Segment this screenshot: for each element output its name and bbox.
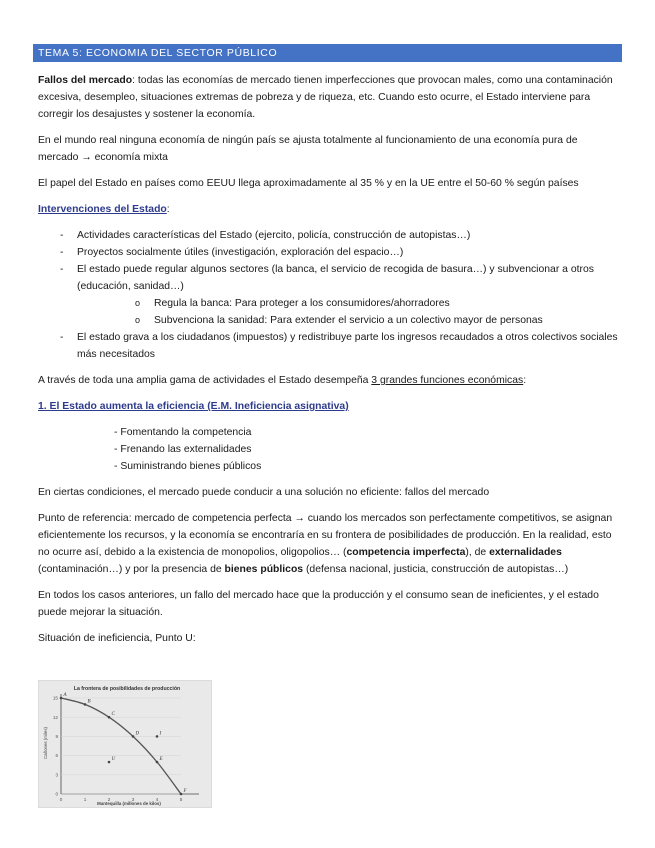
off-frontier-point-label: I [159,731,162,737]
link-interventions[interactable]: Intervenciones del Estado [38,204,167,215]
paragraph-market-failure-effects: En todos los casos anteriores, un fallo del mercado hace que la producción y el consumo sean de ineficientes, y el estado puede mejorar la situación. [38,590,599,618]
x-tick-label: 3 [131,797,135,802]
frontier-point [60,697,63,700]
para5-text-1: Punto de referencia: mercado de competencia perfecta → cuando los mercados son perfectamente competitivos, se asignan eficientemente los recursos, y la economía se encontraría en su frontera de posibilidades de producción. En la realidad, esto no ocurre así, debido a la existencia de monopolios, oligopolios… ( [38,513,613,558]
y-tick-label: 6 [55,753,58,759]
term-externalities: externalidades [489,547,562,558]
para5-text-3: (contaminación…) y por la presencia de [38,564,225,575]
paragraph-functions [38,372,618,389]
list-item: - Frenando las externalidades [114,444,252,455]
paragraph-state-role: El papel del Estado en países como EEUU llega aproximadamente al 35 % y en la UE entre el 50-60 % según países [38,178,579,189]
para5-text-4: (defensa nacional, justicia, construcción de autopistas…) [303,564,569,575]
x-tick-label: 5 [179,797,183,802]
paragraph-market-failures [38,72,618,123]
x-tick-label: 0 [59,797,63,802]
grid [61,698,181,794]
interventions-sublist [77,295,618,329]
y-tick-label: 9 [55,734,58,739]
list-item-text: El estado puede regular algunos sectores (la banca, el servicio de recogida de basura…) y subvencionar a otros (educación, sanidad…) [77,264,594,292]
x-tick-label: 1 [83,797,87,802]
section-heading-efficiency [38,398,618,415]
frontier-point [180,793,183,796]
paragraph-reference-point [38,510,618,578]
tick-labels [53,696,183,802]
y-tick-label: 3 [55,772,58,778]
off-frontier-point [108,761,111,764]
ppf-curve [61,698,181,794]
efficiency-list [38,424,618,475]
figure-x-label: Mantequilla (millones de kilos) [97,801,161,806]
frontier-point [156,761,159,764]
figure-y-label: Cañones (miles) [43,727,48,759]
frontier-point [132,735,135,738]
y-tick-label: 0 [55,791,58,797]
link-efficiency[interactable]: 1. El Estado aumenta la eficiencia (E.M. Ineficiencia asignativa) [38,401,349,412]
list-item: - Fomentando la competencia [114,427,252,438]
y-tick-label: 15 [52,695,58,701]
list-item: - El estado grava a los ciudadanos (impuestos) y redistribuye parte los ingresos recaudados a otros colectivos sociales más necesitados [38,329,618,363]
section-heading-interventions [38,201,618,218]
document-body [38,72,618,656]
list-item: - Proyectos socialmente útiles (investigación, exploración del espacio…) [38,244,618,261]
frontier-point [108,716,111,719]
frontier-point-label: A [63,693,67,698]
sub-list-item: o Subvenciona la sanidad: Para extender el servicio a un colectivo mayor de personas [77,312,618,329]
functions-suffix: : [523,375,527,386]
page-title: TEMA 5: ECONOMIA DEL SECTOR PÚBLICO [33,44,622,62]
paragraph-inefficient-solution: En ciertas condiciones, el mercado puede conducir a una solución no eficiente: fallos del mercado [38,487,490,498]
frontier-point [84,703,87,706]
frontier-points [60,693,188,795]
paragraph-mixed-economy: En el mundo real ninguna economía de ningún país se ajusta totalmente al funcionamiento de una economía pura de mercado → economía mixta [38,135,578,163]
figure-title: La frontera de posibilidades de producción [73,686,181,692]
ppf-figure [38,680,212,808]
off-frontier-point [156,735,159,738]
link-three-functions[interactable]: 3 grandes funciones económicas [371,375,524,386]
frontier-point-label: D [135,731,140,737]
para5-text-2: ), de [465,547,490,558]
paragraph-inefficiency-point: Situación de ineficiencia, Punto U: [38,633,196,644]
frontier-point-label: B [87,699,91,705]
functions-prefix: A través de toda una amplia gama de actividades el Estado desempeña [38,375,372,386]
frontier-point-label: F [183,789,187,794]
term-market-failures: Fallos del mercado [38,75,133,86]
heading-colon: : [166,204,170,215]
interventions-list [38,227,618,363]
list-item: - Suministrando bienes públicos [114,461,262,472]
list-item [38,261,618,329]
term-public-goods: bienes públicos [224,564,304,575]
term-imperfect-competition: competencia imperfecta [346,547,466,558]
paragraph-text: : todas las economías de mercado tienen imperfecciones que provocan males, como una contaminación excesiva, desempleo, situaciones extremas de pobreza y de riqueza, etc. Cuando esto ocurre, el Estado interviene para corregir los desajustes y sostener la economía. [38,75,613,120]
off-frontier-point-label: U [111,757,116,762]
x-tick-label: 2 [107,797,111,802]
list-item: - Actividades características del Estado (ejercito, policía, construcción de autopistas…) [38,227,618,244]
ppf-chart [39,681,211,807]
frontier-point-label: C [111,712,115,718]
sub-list-item: o Regula la banca: Para proteger a los consumidores/ahorradores [77,295,618,312]
x-tick-label: 4 [155,797,159,802]
y-tick-label: 12 [52,714,58,720]
frontier-point-label: E [159,757,163,762]
